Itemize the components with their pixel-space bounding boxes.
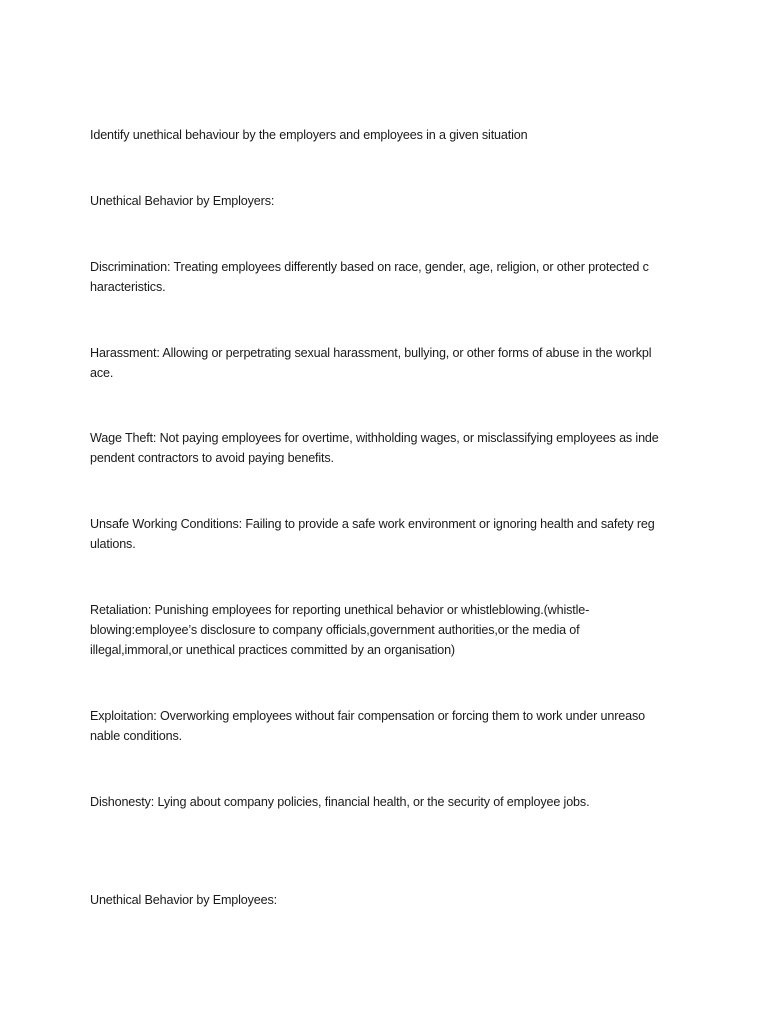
retaliation-line-3: illegal,immoral,or unethical practices committed by an organisation) <box>90 643 455 657</box>
employees-heading-line: Unethical Behavior by Employees: <box>90 893 278 907</box>
dishonesty-paragraph <box>90 792 682 812</box>
wage-theft-line-2: pendent contractors to avoid paying benefits. <box>90 451 334 465</box>
exploitation-line-2: nable conditions. <box>90 729 182 743</box>
retaliation-line-2: blowing:employee’s disclosure to company officials,government authorities,or the media of <box>90 623 580 637</box>
wage-theft-paragraph <box>90 428 682 468</box>
wage-theft-line-1: Wage Theft: Not paying employees for overtime, withholding wages, or misclassifying employees as inde <box>90 431 659 445</box>
unsafe-conditions-line-1: Unsafe Working Conditions: Failing to provide a safe work environment or ignoring health and safety reg <box>90 517 655 531</box>
document-title <box>90 125 682 145</box>
employers-heading <box>90 191 682 211</box>
exploitation-paragraph <box>90 706 682 746</box>
harassment-line-1: Harassment: Allowing or perpetrating sexual harassment, bullying, or other forms of abuse in the workpl <box>90 346 652 360</box>
unsafe-conditions-paragraph <box>90 514 682 554</box>
discrimination-line-2: haracteristics. <box>90 280 166 294</box>
exploitation-line-1: Exploitation: Overworking employees without fair compensation or forcing them to work under unreaso <box>90 709 645 723</box>
harassment-paragraph <box>90 343 682 383</box>
discrimination-paragraph <box>90 257 682 297</box>
dishonesty-line-1: Dishonesty: Lying about company policies, financial health, or the security of employee jobs. <box>90 795 590 809</box>
retaliation-line-1: Retaliation: Punishing employees for reporting unethical behavior or whistleblowing.(whistle- <box>90 603 590 617</box>
retaliation-paragraph <box>90 600 682 660</box>
employees-heading <box>90 890 682 910</box>
discrimination-line-1: Discrimination: Treating employees differently based on race, gender, age, religion, or other protected c <box>90 260 649 274</box>
unsafe-conditions-line-2: ulations. <box>90 537 136 551</box>
employers-heading-line: Unethical Behavior by Employers: <box>90 194 275 208</box>
harassment-line-2: ace. <box>90 366 114 380</box>
title-line: Identify unethical behaviour by the employers and employees in a given situation <box>90 128 528 142</box>
